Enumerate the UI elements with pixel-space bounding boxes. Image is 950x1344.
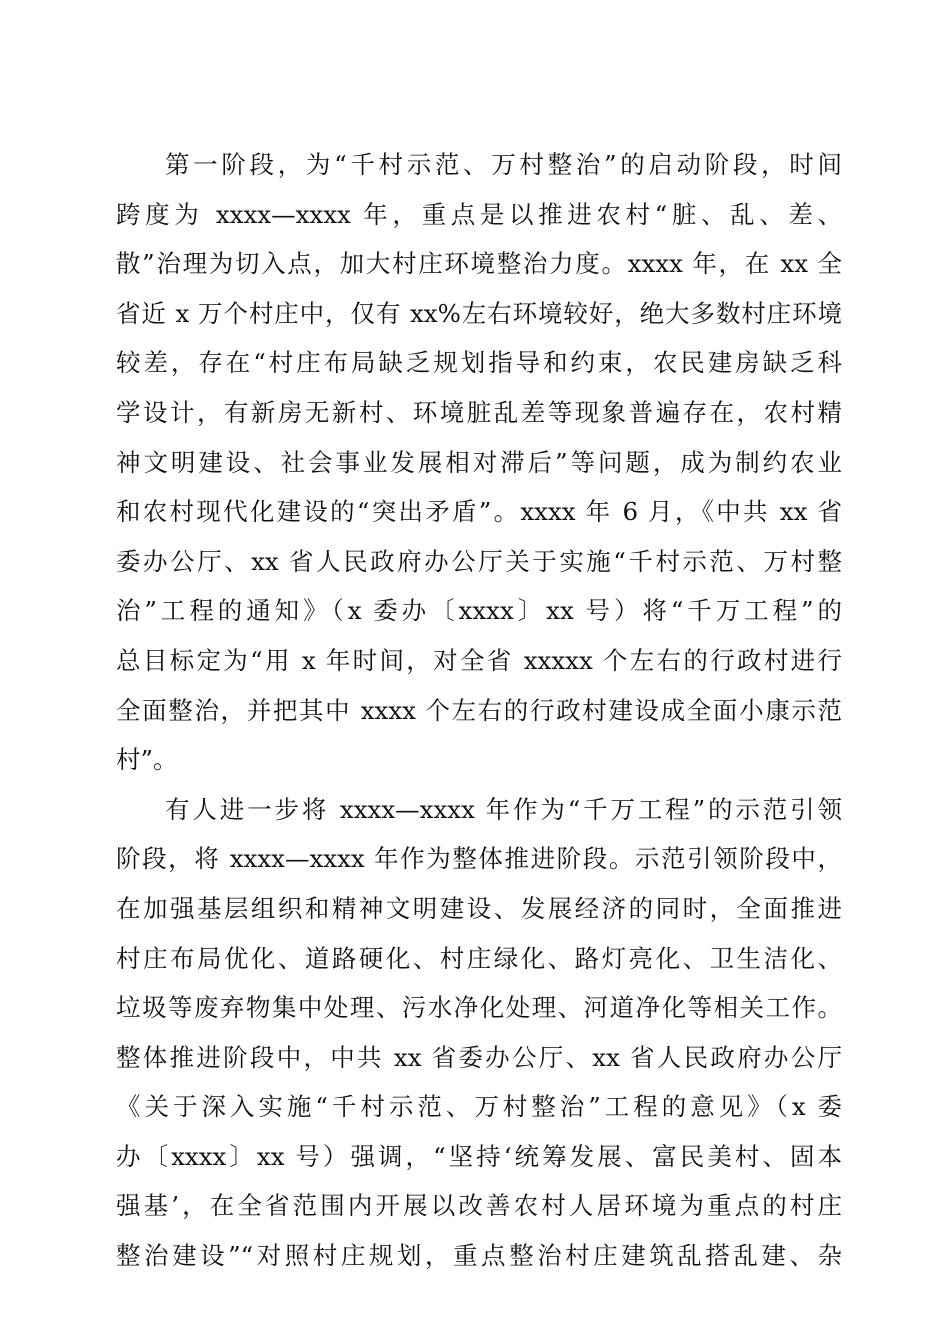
text-line: 整治建设”“对照村庄规划，重点整治村庄建筑乱搭乱建、杂 [116, 1241, 842, 1271]
text-line: 办〔xxxx〕xx 号）强调，“坚持‘统筹发展、富民美村、固本 [116, 1141, 842, 1171]
text-line: 较差，存在“村庄布局缺乏规划指导和约束，农民建房缺乏科 [116, 348, 842, 378]
text-line: 强基’，在全省范围内开展以改善农村人居环境为重点的村庄 [116, 1191, 842, 1221]
text-line: 阶段，将 xxxx—xxxx 年作为整体推进阶段。示范引领阶段中， [116, 844, 842, 874]
text-line: 垃圾等废弃物集中处理、污水净化处理、河道净化等相关工作。 [116, 993, 842, 1023]
text-line: 省近 x 万个村庄中，仅有 xx%左右环境较好，绝大多数村庄环境 [116, 298, 842, 328]
paragraph-2 [116, 785, 842, 1281]
text-line: 神文明建设、社会事业发展相对滞后”等问题，成为制约农业 [116, 447, 842, 477]
text-line: 全面整治，并把其中 xxxx 个左右的行政村建设成全面小康示范 [116, 695, 842, 725]
text-line: 《关于深入实施“千村示范、万村整治”工程的意见》（x 委 [116, 1092, 842, 1122]
body-text [116, 140, 842, 1281]
text-line: 整体推进阶段中，中共 xx 省委办公厅、xx 省人民政府办公厅 [116, 1042, 842, 1072]
text-line: 散”治理为切入点，加大村庄环境整治力度。xxxx 年，在 xx 全 [116, 249, 842, 279]
text-line: 跨度为 xxxx—xxxx 年，重点是以推进农村“脏、乱、差、 [116, 199, 842, 229]
paragraph-1 [116, 140, 842, 785]
text-line: 和农村现代化建设的“突出矛盾”。xxxx 年 6 月，《中共 xx 省 [116, 497, 842, 527]
text-line: 委办公厅、xx 省人民政府办公厅关于实施“千村示范、万村整 [116, 546, 842, 576]
text-line: 学设计，有新房无新村、环境脏乱差等现象普遍存在，农村精 [116, 397, 842, 427]
text-line: 总目标定为“用 x 年时间，对全省 xxxxx 个左右的行政村进行 [116, 645, 842, 675]
text-line: 村庄布局优化、道路硬化、村庄绿化、路灯亮化、卫生洁化、 [116, 943, 842, 973]
text-line: 有人进一步将 xxxx—xxxx 年作为“千万工程”的示范引领 [165, 794, 842, 824]
text-line: 治”工程的通知》（x 委办〔xxxx〕xx 号）将“千万工程”的 [116, 596, 842, 626]
text-line: 村”。 [116, 745, 178, 775]
text-line: 第一阶段，为“千村示范、万村整治”的启动阶段，时间 [165, 150, 842, 179]
text-line: 在加强基层组织和精神文明建设、发展经济的同时，全面推进 [116, 893, 842, 923]
